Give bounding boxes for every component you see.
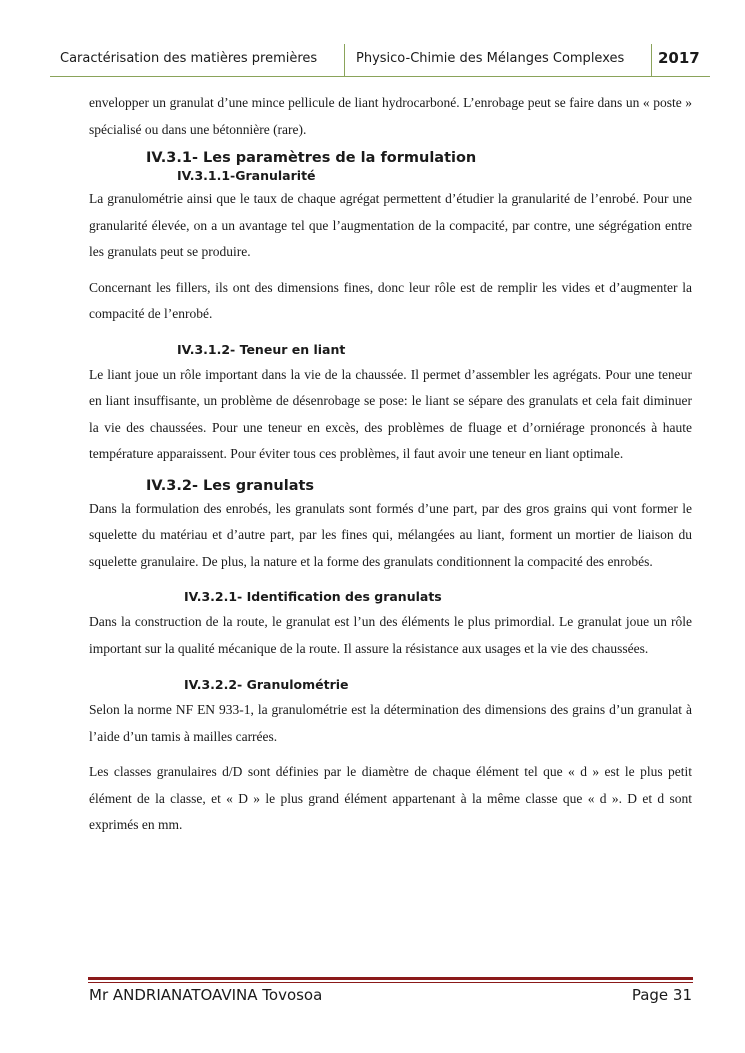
header-year: 2017 xyxy=(658,49,700,67)
page-content xyxy=(89,90,692,839)
header-rule xyxy=(50,76,710,77)
footer-rule xyxy=(88,977,693,980)
page-header xyxy=(50,38,710,78)
header-subject: Physico-Chimie des Mélanges Complexes xyxy=(356,51,625,66)
paragraph-granulometrie-2: Les classes granulaires d/D sont définies par le diamètre de chaque élément tel que « d » est le plus petit élément de la classe, et « D » le plus grand élément appartenant à la même classe que « d ». D et d sont exprimés en mm. xyxy=(89,764,692,832)
footer-rule-thin xyxy=(88,982,693,983)
header-course-title: Caractérisation des matières premières xyxy=(60,51,318,66)
section-heading-iv31: IV.3.1- Les paramètres de la formulation xyxy=(146,150,477,166)
section-heading-iv32: IV.3.2- Les granulats xyxy=(146,477,315,494)
section-heading-iv312: IV.3.1.2- Teneur en liant xyxy=(177,341,346,357)
header-divider xyxy=(344,44,345,76)
paragraph-granularite-2: Concernant les fillers, ils ont des dimensions fines, donc leur rôle est de remplir les vides et d’augmenter la compacité de l’enrobé. xyxy=(89,279,692,321)
paragraph-granulats: Dans la formulation des enrobés, les granulats sont formés d’une part, par des gros grains qui vont former le squelette du matériau et d’autre part, par les fines qui, mélangées au liant, forment un mortier de liaison du squelette granulaire. De plus, la nature et la forme des granulats conditionnent la compacité des enrobés. xyxy=(89,500,692,569)
section-heading-iv322: IV.3.2.2- Granulométrie xyxy=(184,677,349,692)
header-divider xyxy=(651,44,652,76)
paragraph-granularite-1: La granulométrie ainsi que le taux de chaque agrégat permettent d’étudier la granularité de l’enrobé. Pour une granularité élevée, on a un avantage tel que l’augmentation de la compacité, par contre, une ségrégation entre les granulats peut se produire. xyxy=(89,191,692,259)
section-heading-iv311: IV.3.1.1-Granularité xyxy=(177,168,316,183)
footer-author: Mr ANDRIANATOAVINA Tovosoa xyxy=(89,986,323,1004)
paragraph-granulometrie-1: Selon la norme NF EN 933-1, la granulométrie est la détermination des dimensions des grains d’un granulat à l’aide d’un tamis à mailles carrées. xyxy=(89,702,692,744)
paragraph-teneur-liant: Le liant joue un rôle important dans la vie de la chaussée. Il permet d’assembler les agrégats. Pour une teneur en liant insuffisante, un problème de désenrobage se pose: le liant se sépare des granulats et cela fait diminuer la vie des chaussées. Pour une teneur en excès, des problèmes de fluage et d’orniérage prononcés à haute température apparaissent. Pour éviter tous ces problèmes, il faut avoir une teneur en liant optimale. xyxy=(89,366,692,461)
footer-page-number: Page 31 xyxy=(631,986,692,1004)
paragraph-identification: Dans la construction de la route, le granulat est l’un des éléments le plus primordial. Le granulat joue un rôle important sur la qualité mécanique de la route. Il assure la résistance aux usages et la vie des chaussées. xyxy=(89,614,692,656)
intro-paragraph: envelopper un granulat d’une mince pellicule de liant hydrocarboné. L’enrobage peut se faire dans un « poste » spécialisé ou dans une bétonnière (rare). xyxy=(89,95,692,137)
section-heading-iv321: IV.3.2.1- Identification des granulats xyxy=(184,589,442,604)
